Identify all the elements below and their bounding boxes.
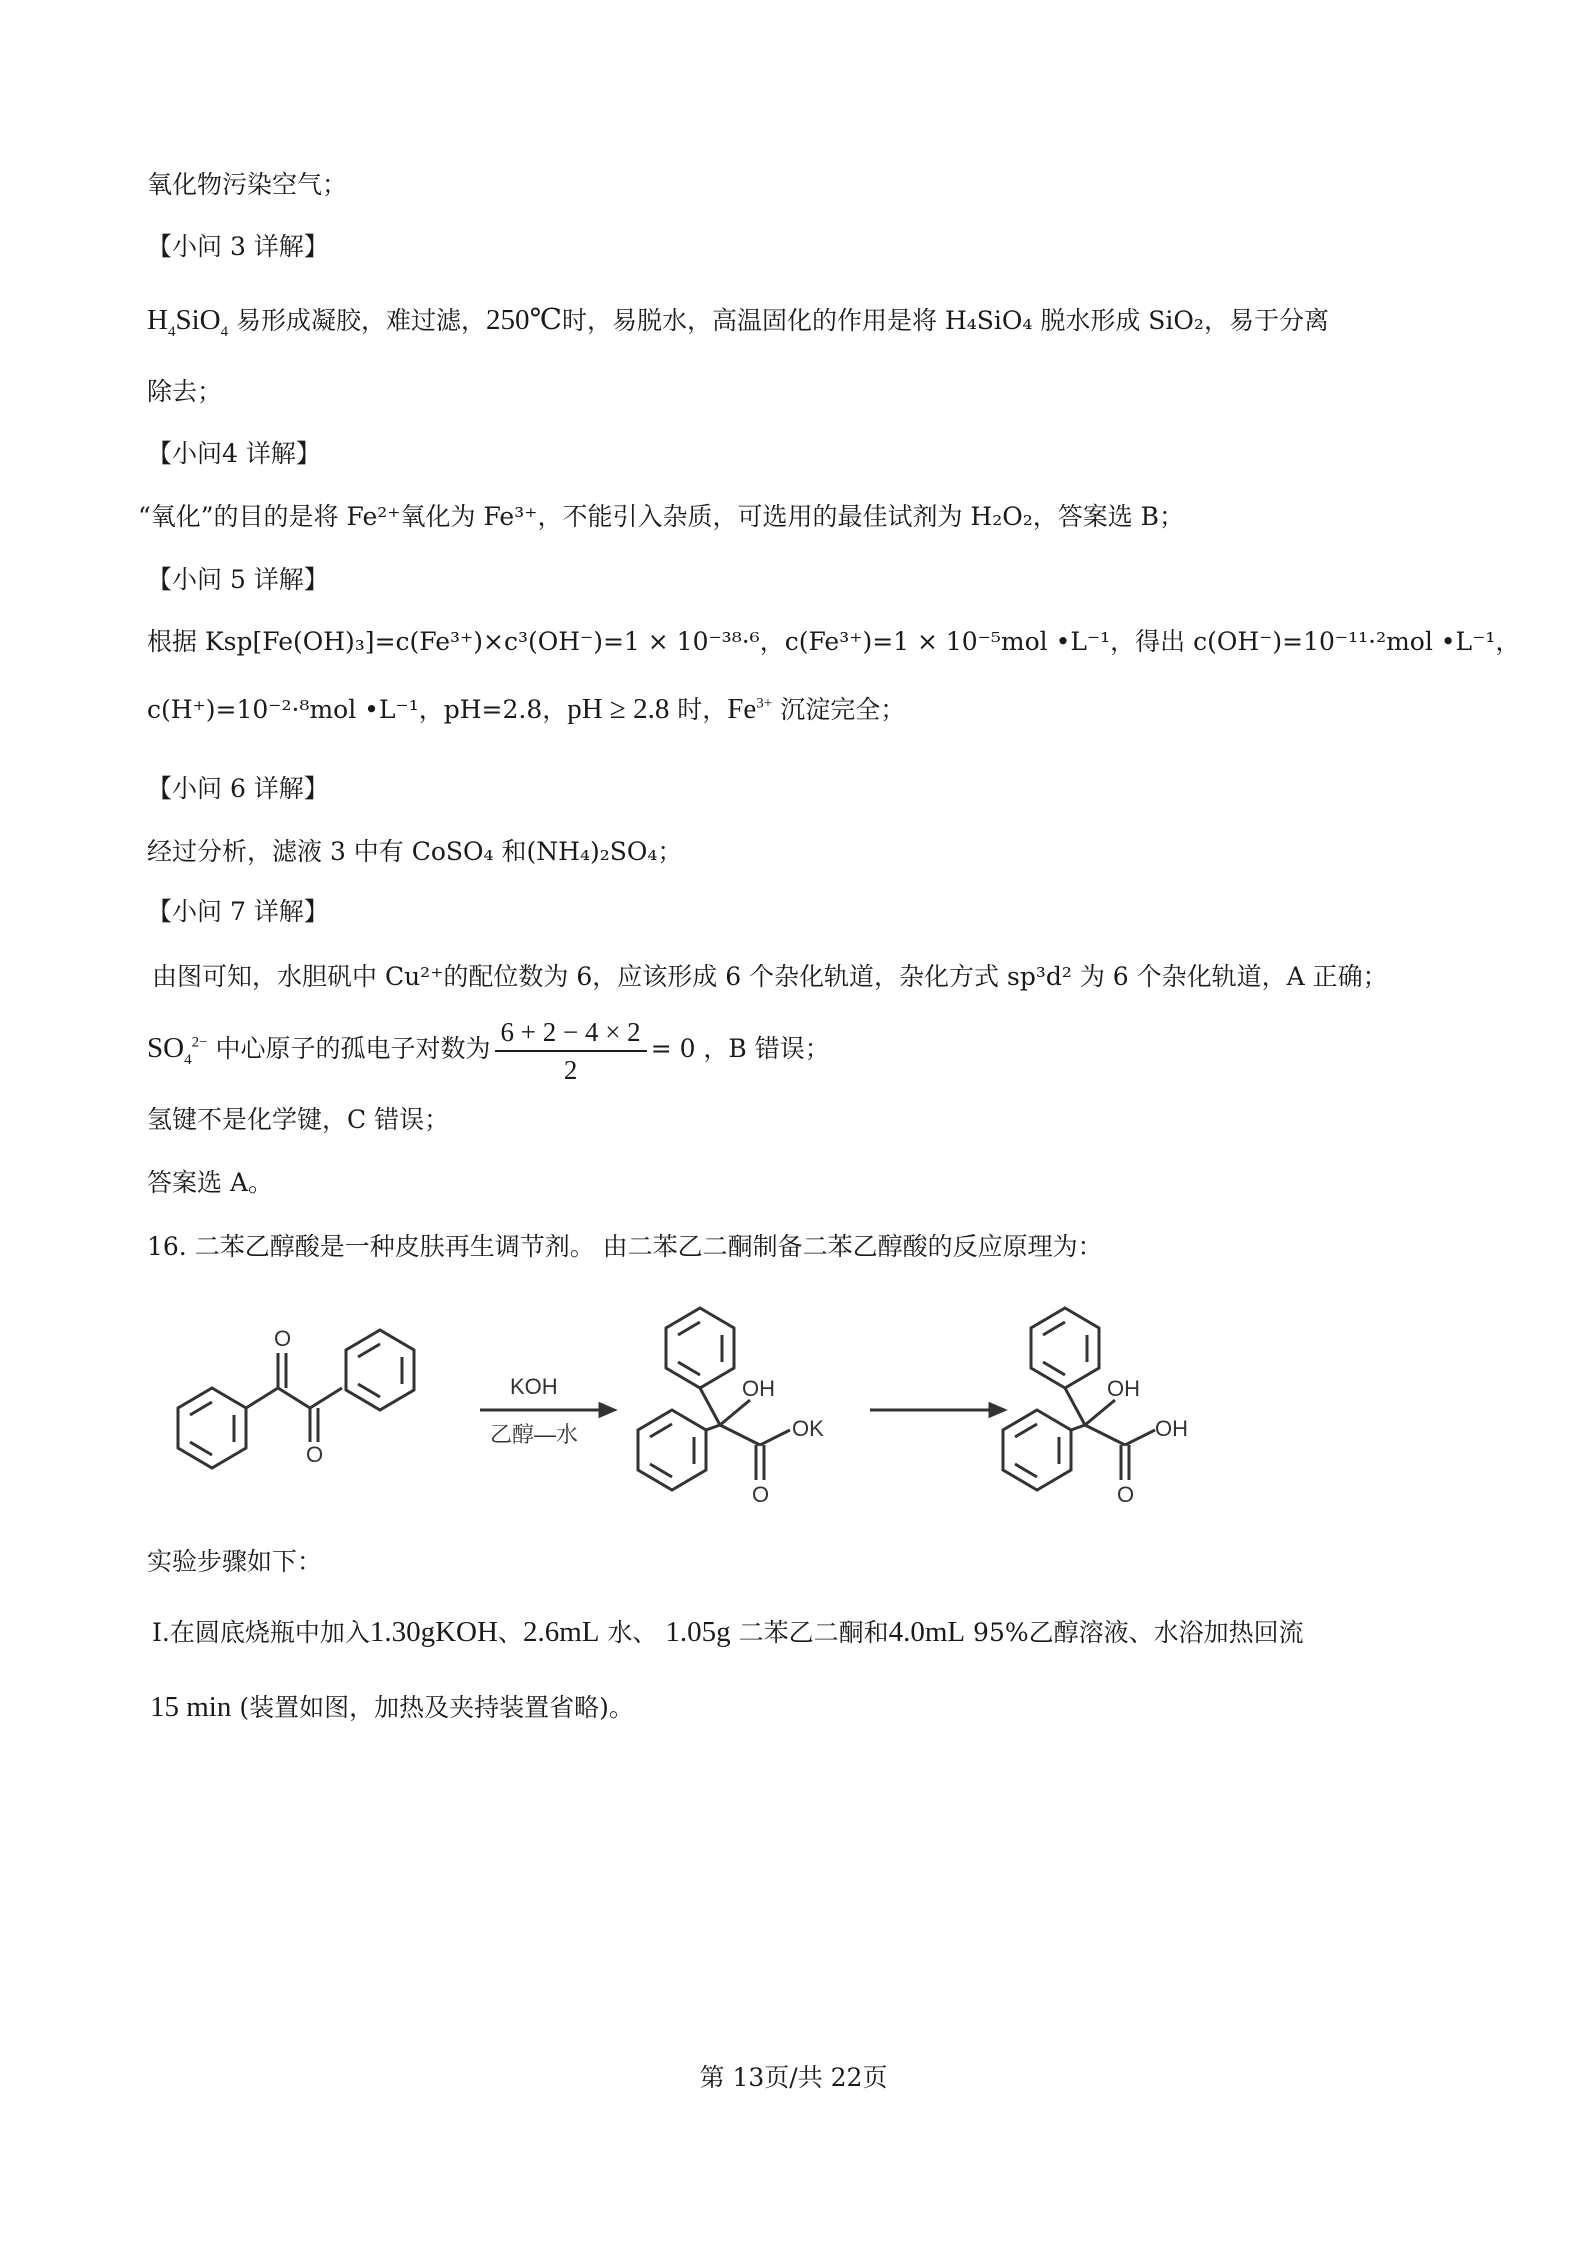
svg-text:O: O — [1117, 1482, 1135, 1507]
svg-text:OH: OH — [1155, 1416, 1188, 1441]
formula: $H_4SiO_4$ — [147, 304, 229, 340]
text-line: 经过分析，滤液 3 中有 CoSO₄ 和(NH₄)₂SO₄； — [147, 837, 683, 866]
benzene-ring — [1031, 1308, 1099, 1388]
text-line: $SO_4^{2-}$ 中心原子的孤电子对数为 $\frac{6 + 2 - 4 \times 2}{2}$ = 0 ，B 错误； — [147, 1016, 830, 1085]
reaction-scheme — [160, 1290, 1270, 1520]
section-heading: 【小问 3 详解】 — [147, 232, 329, 261]
text-line: 答案选 A。 — [147, 1168, 274, 1197]
benzene-ring — [346, 1330, 414, 1410]
section-heading: 【小问 5 详解】 — [147, 565, 329, 594]
text-line: c(H⁺)=10⁻²·⁸mol •L⁻¹，pH=2.8，pH ≥ 2.8 时，$Fe^{3+}$ 沉淀完全； — [147, 693, 906, 725]
benzene-ring — [178, 1388, 246, 1468]
text-line: “氧化”的目的是将 Fe²⁺氧化为 Fe³⁺，不能引入杂质，可选用的最佳试剂为 H₂O₂，答案选 B； — [138, 502, 1185, 531]
text-line: 除去； — [147, 377, 223, 406]
section-heading: 【小问4 详解】 — [147, 439, 321, 468]
text-line: 15 min (装置如图，加热及夹持装置省略)。 — [150, 1691, 634, 1723]
svg-text:O: O — [306, 1442, 324, 1467]
arrow-head — [990, 1404, 1004, 1416]
temperature: 250℃ — [486, 304, 562, 336]
text-line: Ⅰ.在圆底烧瓶中加入1.30gKOH、2.6mL 水、 1.05g 二苯乙二酮和4.0mL 95%乙醇溶液、水浴加热回流 — [152, 1616, 1304, 1648]
fraction: $\frac{6 + 2 - 4 \times 2}{2}$ — [495, 1016, 647, 1086]
question-16: 16. 二苯乙醇酸是一种皮肤再生调节剂。 由二苯乙二酮制备二苯乙醇酸的反应原理为： — [147, 1232, 1103, 1261]
text-line: 氢键不是化学键，C 错误； — [147, 1105, 450, 1134]
svg-text:O: O — [274, 1326, 292, 1351]
text-line: 根据 Ksp[Fe(OH)₃]=c(Fe³⁺)×c³(OH⁻)=1 × 10⁻³⁸·⁶，c(Fe³⁺)=1 × 10⁻⁵mol •L⁻¹，得出 c(OH⁻)=10⁻¹¹·²mol •L⁻¹， — [147, 627, 1521, 656]
svg-text:O: O — [752, 1482, 770, 1507]
svg-text:OH: OH — [742, 1376, 775, 1401]
benzene-ring — [638, 1410, 706, 1490]
text-line: 实验步骤如下： — [147, 1547, 323, 1576]
text-line: $H_4SiO_4$ 易形成凝胶，难过滤，250℃时，易脱水，高温固化的作用是将 H₄SiO₄ 脱水形成 SiO₂，易于分离 — [147, 304, 1329, 340]
svg-text:乙醇—水: 乙醇—水 — [490, 1422, 579, 1447]
page-footer: 第 13页/共 22页 — [699, 2063, 888, 2092]
text-line: 由图可知，水胆矾中 Cu²⁺的配位数为 6，应该形成 6 个杂化轨道，杂化方式 sp³d² 为 6 个杂化轨道，A 正确； — [152, 962, 1388, 991]
text-line: 氧化物污染空气； — [147, 170, 348, 199]
section-heading: 【小问 6 详解】 — [147, 774, 329, 803]
arrow-head — [600, 1404, 614, 1416]
svg-text:OH: OH — [1107, 1376, 1140, 1401]
benzene-ring — [1003, 1410, 1071, 1490]
section-heading: 【小问 7 详解】 — [147, 897, 329, 926]
svg-text:OK: OK — [792, 1416, 824, 1441]
benzene-ring — [666, 1308, 734, 1388]
svg-text:KOH: KOH — [510, 1374, 558, 1399]
